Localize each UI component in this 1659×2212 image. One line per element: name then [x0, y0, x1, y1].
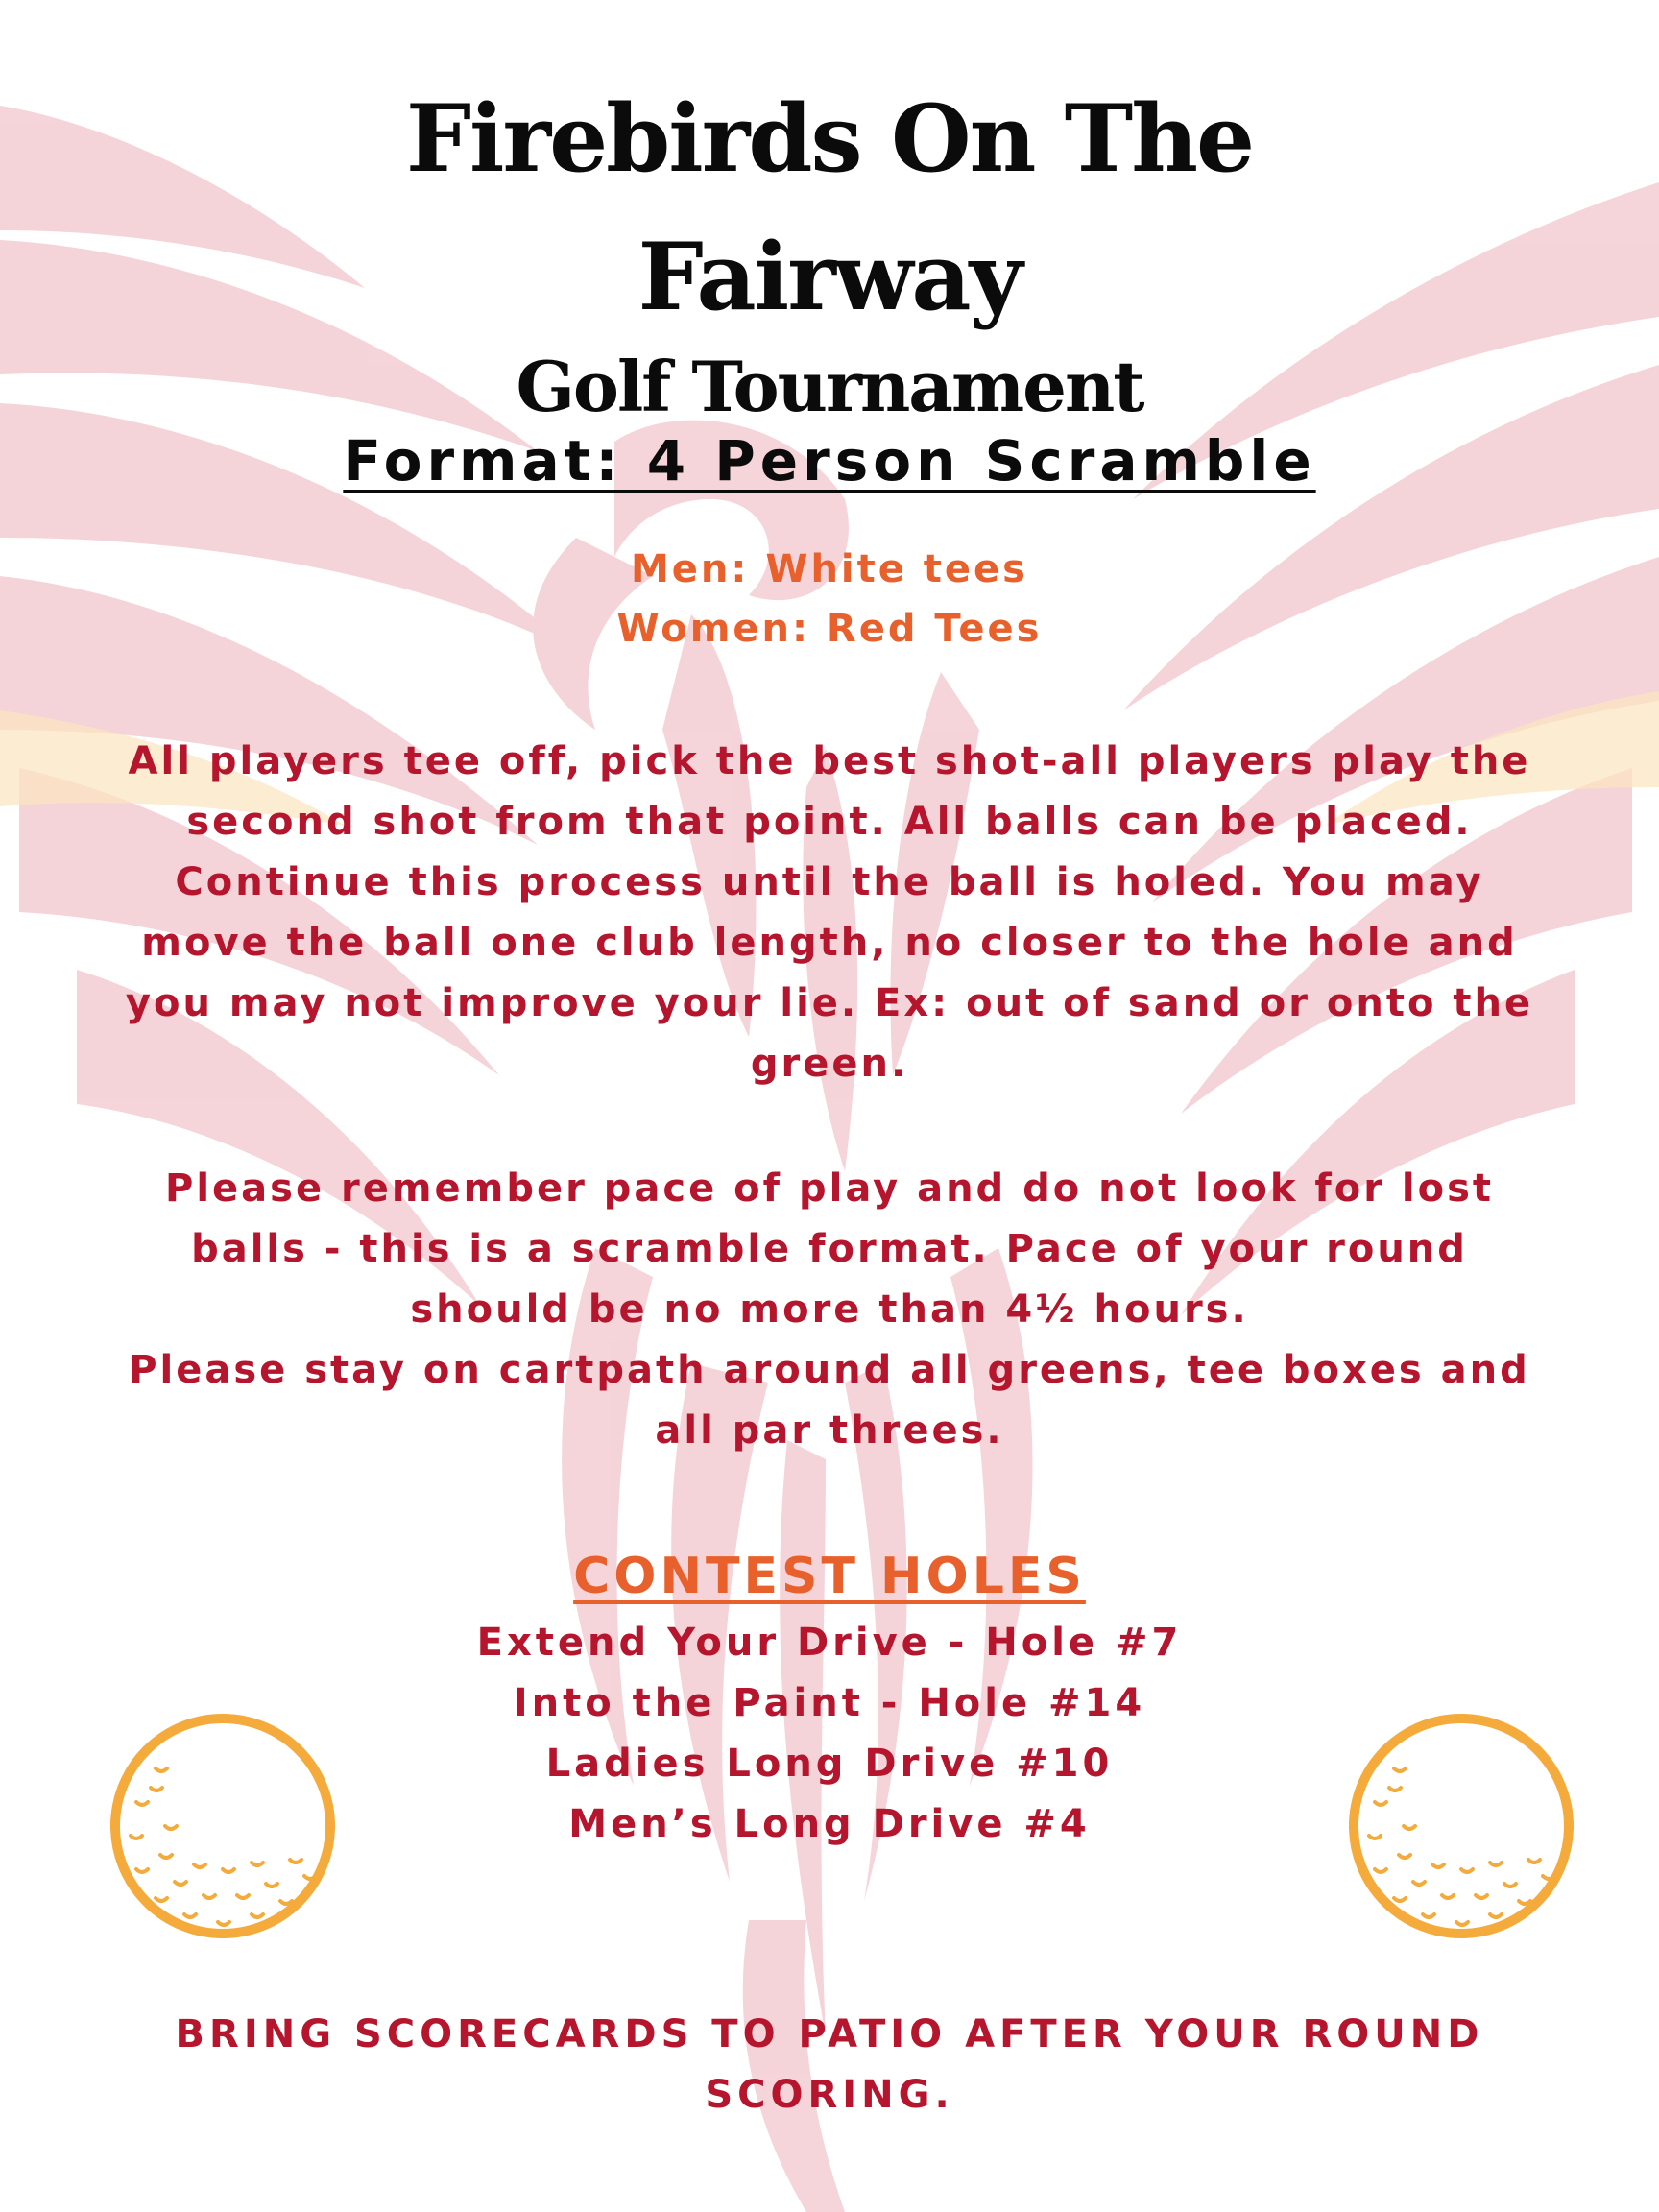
rules-line: Please stay on cartpath around all greens, tee boxes and — [129, 1348, 1530, 1392]
rules-line: Please remember pace of play and do not look for lost — [165, 1166, 1494, 1211]
format-heading: Format: 4 Person Scramble — [343, 428, 1316, 493]
rules-line: should be no more than 4½ hours. — [410, 1287, 1249, 1332]
footer-line: SCORING. — [705, 2073, 954, 2117]
tees-women: Women: Red Tees — [616, 607, 1043, 651]
contest-holes-heading: CONTEST HOLES — [573, 1548, 1086, 1605]
subtitle: Golf Tournament — [516, 346, 1143, 427]
contest-item: Into the Paint - Hole #14 — [513, 1681, 1146, 1725]
rules-line: you may not improve your lie. Ex: out of sand or onto the — [125, 981, 1534, 1025]
golf-ball-icon — [1346, 1711, 1576, 1941]
contest-item: Extend Your Drive - Hole #7 — [476, 1621, 1183, 1665]
title-line-2: Fairway — [637, 223, 1022, 331]
golf-ball-icon — [108, 1711, 338, 1941]
tees-men: Men: White tees — [630, 547, 1028, 591]
footer-notice — [0, 2005, 1659, 2126]
rules-line: move the ball one club length, no closer to the hole and — [141, 921, 1518, 965]
contest-item: Men’s Long Drive #4 — [568, 1802, 1091, 1846]
rules-line: second shot from that point. All balls can be placed. — [186, 800, 1473, 844]
footer-line: BRING SCORECARDS TO PATIO AFTER YOUR ROUND — [175, 2012, 1484, 2056]
rules-line: green. — [750, 1042, 909, 1086]
rules-line: balls - this is a scramble format. Pace of your round — [191, 1227, 1468, 1271]
contest-item: Ladies Long Drive #10 — [545, 1742, 1114, 1786]
rules-line: all par threes. — [655, 1408, 1004, 1453]
rules-paragraph-2 — [0, 1159, 1659, 1461]
rules-line: All players tee off, pick the best shot-all players play the — [128, 739, 1531, 783]
rules-paragraph-1 — [0, 732, 1659, 1094]
title-line-1: Firebirds On The — [405, 84, 1254, 193]
rules-line: Continue this process until the ball is holed. You may — [175, 860, 1484, 904]
